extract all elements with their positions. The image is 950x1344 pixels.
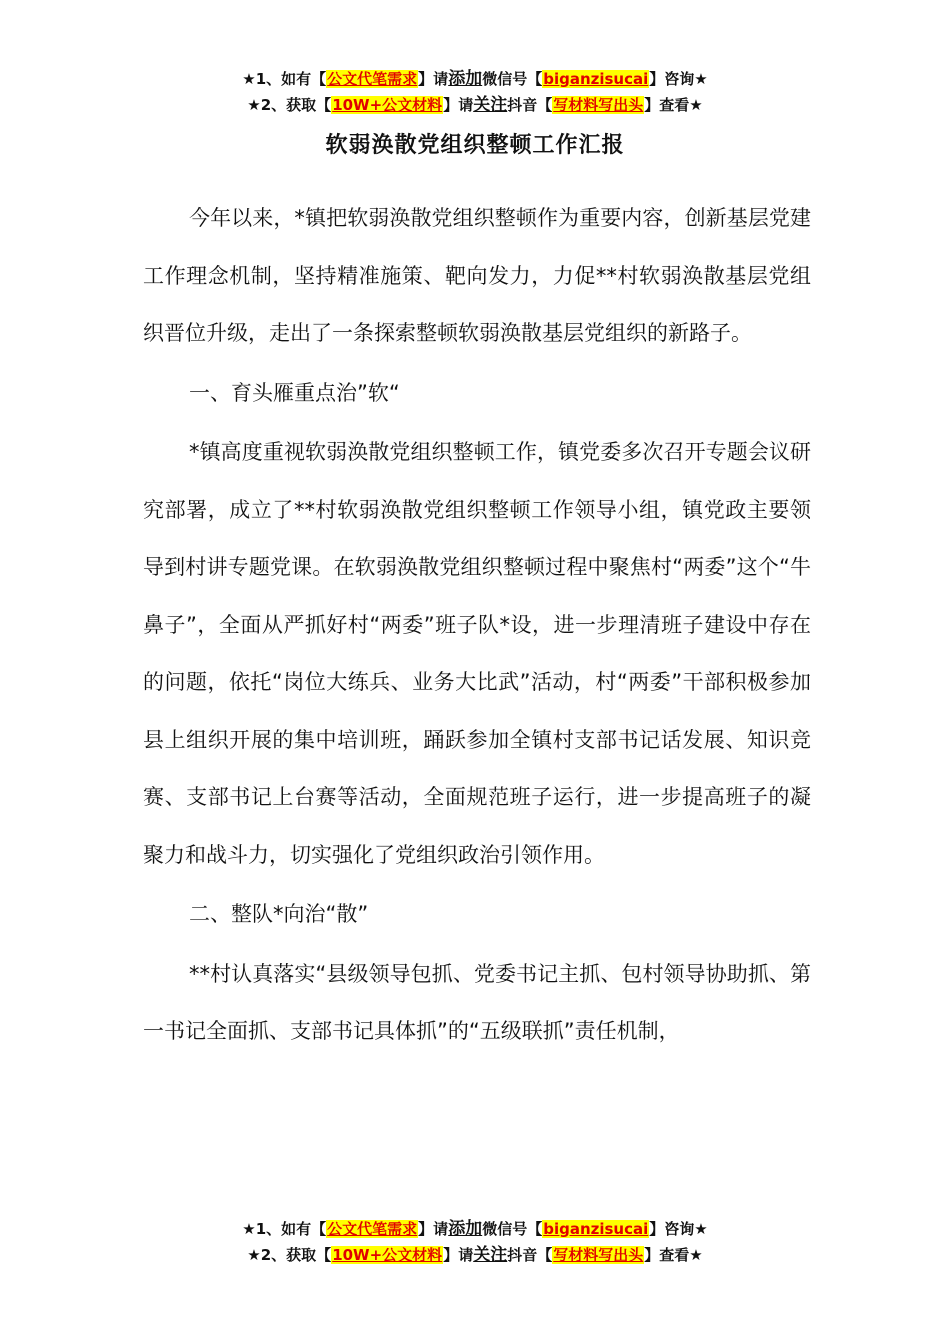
- banner-text: 抖音【: [507, 1246, 553, 1264]
- banner-highlight: biganzisucai: [543, 1220, 649, 1238]
- banner-emphasis: 关注: [473, 95, 508, 115]
- banner-text: 】请: [443, 96, 474, 114]
- banner-text: 】请: [443, 1246, 474, 1264]
- banner-highlight: 写材料写出头: [553, 1246, 644, 1264]
- banner-emphasis: 添加: [448, 1219, 483, 1239]
- banner-highlight: 10W+公文材料: [332, 1246, 443, 1264]
- banner-line-2: [0, 92, 950, 118]
- banner-line-1: [0, 66, 950, 92]
- banner-text: 微信号【: [482, 70, 543, 88]
- banner-text: ★1、如有【: [242, 1220, 327, 1238]
- banner-text: 】请: [418, 70, 449, 88]
- intro-paragraph: 今年以来，*镇把软弱涣散党组织整顿作为重要内容，创新基层党建工作理念机制，坚持精准施策、靶向发力，力促**村软弱涣散基层党组织晋位升级，走出了一条探索整顿软弱涣散基层党组织的新路子。: [143, 206, 811, 345]
- section-1-paragraph: *镇高度重视软弱涣散党组织整顿工作，镇党委多次召开专题会议研究部署，成立了**村软弱涣散党组织整顿工作领导小组，镇党政主要领导到村讲专题党课。在软弱涣散党组织整顿过程中聚焦村“两委”这个“牛鼻子”，全面从严抓好村“两委”班子队*设，进一步理清班子建设中存在的问题，依托“岗位大练兵、业务大比武”活动，村“两委”干部积极参加县上组织开展的集中培训班，踊跃参加全镇村支部书记话发展、知识竞赛、支部书记上台赛等活动，全面规范班子运行，进一步提高班子的凝聚力和战斗力，切实强化了党组织政治引领作用。: [143, 440, 811, 867]
- banner-highlight: 公文代笔需求: [327, 70, 418, 88]
- banner-text: 】咨询★: [649, 1220, 708, 1238]
- banner-emphasis: 添加: [448, 69, 483, 89]
- document-body: [143, 190, 811, 1063]
- section-1-heading: 一、育头雁重点治”软“: [189, 380, 400, 405]
- banner-highlight: biganzisucai: [543, 70, 649, 88]
- banner-text: ★2、获取【: [247, 1246, 332, 1264]
- banner-text: 】查看★: [644, 1246, 703, 1264]
- banner-text: 】咨询★: [649, 70, 708, 88]
- banner-line-1: [0, 1216, 950, 1242]
- banner-text: ★1、如有【: [242, 70, 327, 88]
- banner-text: 】请: [418, 1220, 449, 1238]
- banner-line-2: [0, 1242, 950, 1268]
- banner-text: 微信号【: [482, 1220, 543, 1238]
- footer-banner: [0, 1216, 950, 1268]
- banner-highlight: 10W+公文材料: [332, 96, 443, 114]
- section-2-heading: 二、整队*向治“散”: [189, 902, 369, 926]
- document-title: 软弱涣散党组织整顿工作汇报: [325, 133, 625, 158]
- banner-text: ★2、获取【: [247, 96, 332, 114]
- section-2-paragraph: **村认真落实“县级领导包抓、党委书记主抓、包村领导协助抓、第一书记全面抓、支部书记具体抓”的“五级联抓”责任机制，: [143, 961, 811, 1043]
- banner-emphasis: 关注: [473, 1245, 508, 1265]
- header-banner: [0, 66, 950, 118]
- banner-highlight: 写材料写出头: [553, 96, 644, 114]
- banner-text: 抖音【: [507, 96, 553, 114]
- banner-highlight: 公文代笔需求: [327, 1220, 418, 1238]
- banner-text: 】查看★: [644, 96, 703, 114]
